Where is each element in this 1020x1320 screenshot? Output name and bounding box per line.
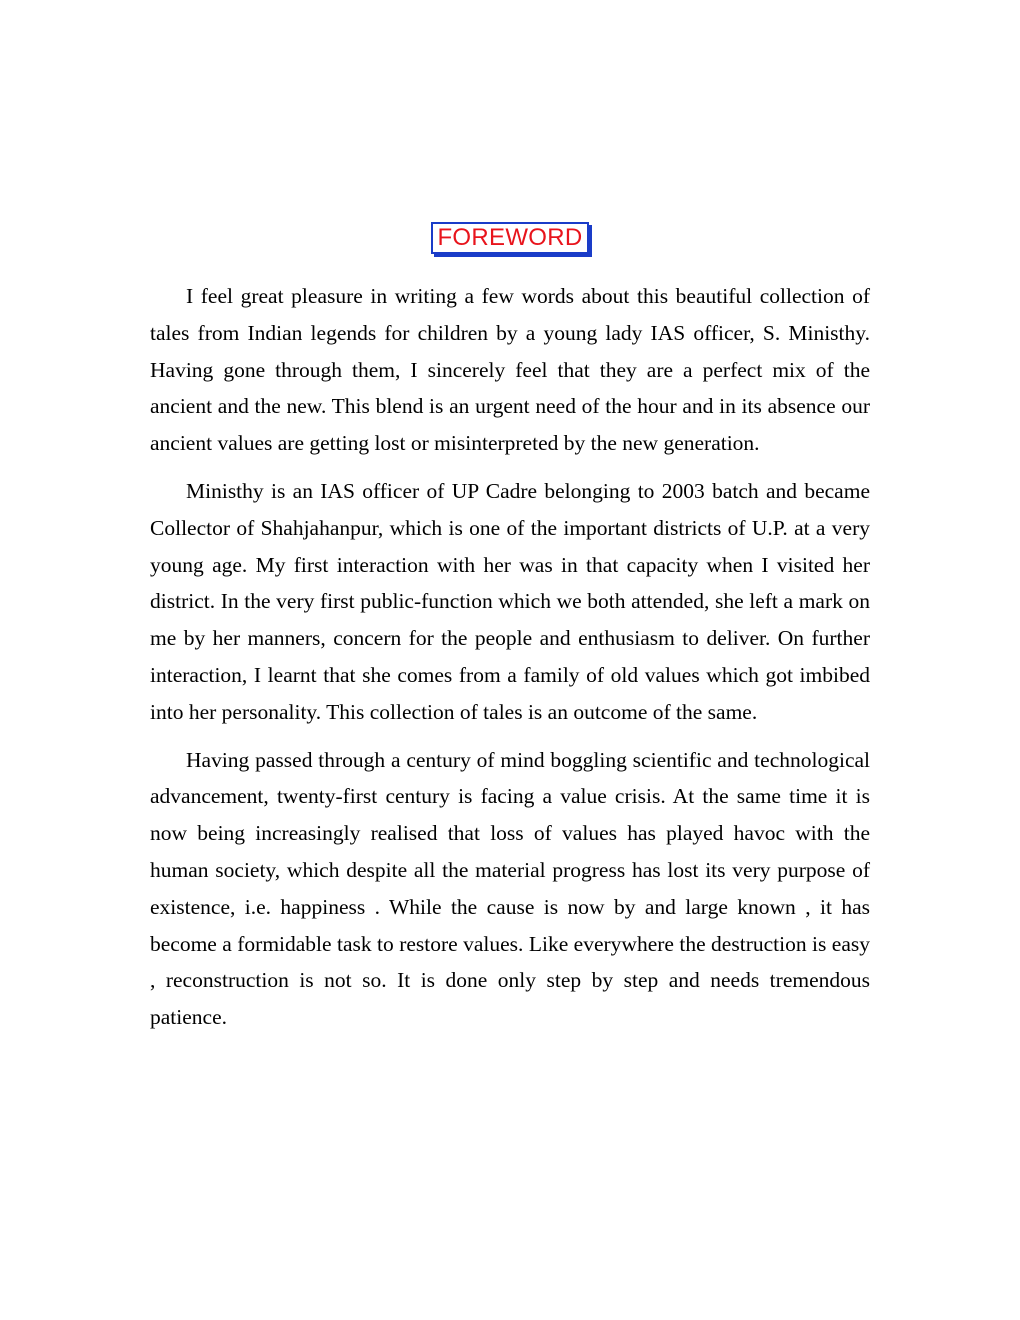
paragraph: Having passed through a century of mind boggling scientific and technological advancement, twenty-first century is facing a value crisis. At the same time it is now being increasingly realised that loss of values has played havoc with the human society, which despite all the material progress has lost its very purpose of existence, i.e. happiness . While the cause is now by and large known , it has become a formidable task to restore values. Like everywhere the destruction is easy , reconstruction is not so. It is done only step by step and needs tremendous patience. [150, 747, 870, 1030]
page-title: FOREWORD [431, 222, 588, 254]
document-body [150, 278, 870, 1047]
paragraph: I feel great pleasure in writing a few words about this beautiful collection of tales from Indian legends for children by a young lady IAS officer, S. Ministhy. Having gone through them, I sincerely feel that they are a perfect mix of the ancient and the new. This blend is an urgent need of the hour and in its absence our ancient values are getting lost or misinterpreted by the new generation. [150, 284, 870, 456]
paragraph: Ministhy is an IAS officer of UP Cadre belonging to 2003 batch and became Collector of Shahjahanpur, which is one of the important districts of U.P. at a very young age. My first interaction with her was in that capacity when I visited her district. In the very first public-function which we both attended, she left a mark on me by her manners, concern for the people and enthusiasm to deliver. On further interaction, I learnt that she comes from a family of old values which got imbibed into her personality. This collection of tales is an outcome of the same. [150, 478, 870, 724]
title-container [0, 222, 1020, 254]
